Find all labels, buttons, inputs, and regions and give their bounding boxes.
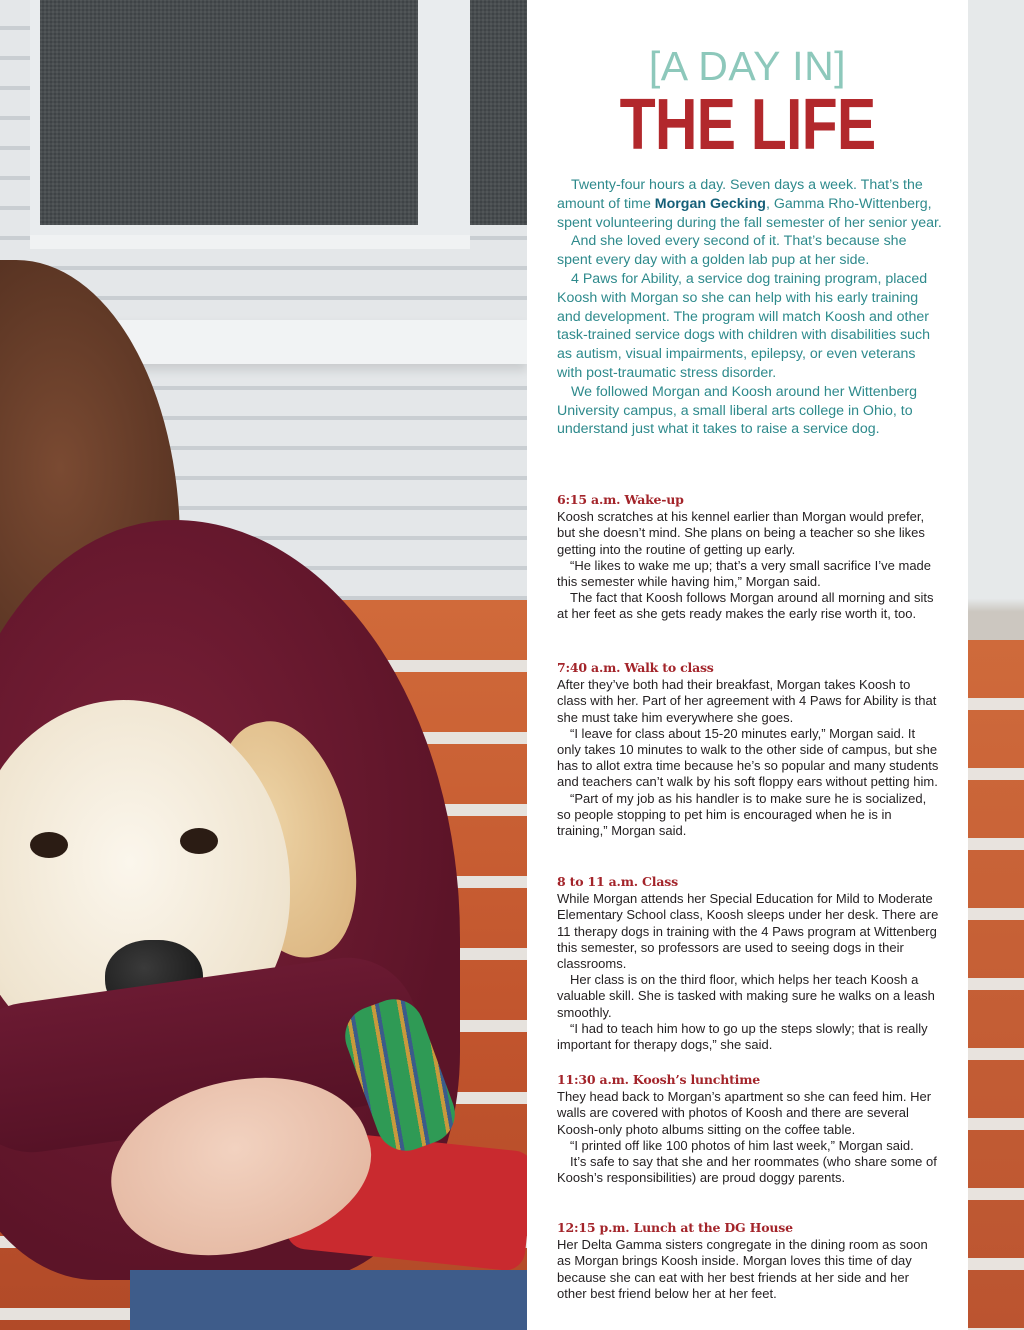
article-panel <box>527 0 968 1330</box>
section-paragraph: While Morgan attends her Special Education for Mild to Moderate Elementary School class, Koosh sleeps under her desk. There are 11 therapy dogs in training with the 4 Paws program at Wittenberg this semester, so professors are used to seeing dogs in their classrooms. <box>557 891 939 972</box>
section-paragraph: “Part of my job as his handler is to make sure he is socialized, so people stopping to pet him is encouraged when he is in training,” Morgan said. <box>557 790 927 839</box>
section-paragraph: “I had to teach him how to go up the steps slowly; that is really important for therapy dogs,” she said. <box>557 1020 928 1053</box>
section-paragraph: “He likes to wake me up; that’s a very small sacrifice I’ve made this semester while having him,” Morgan said. <box>557 557 932 590</box>
section-paragraph: “I leave for class about 15-20 minutes early,” Morgan said. It only takes 10 minutes to walk to the other side of campus, but she has to allot extra time because he’s so popular and many students and teachers can’t walk by his soft floppy ears without petting him. <box>557 725 939 790</box>
intro-paragraph: And she loved every second of it. That’s because she spent every day with a golden lab pup at her side. <box>557 233 907 269</box>
section-heading: 6:15 a.m. Wake-up <box>557 492 684 507</box>
intro-paragraph: We followed Morgan and Koosh around her Wittenberg University campus, a small liberal arts college in Ohio, to understand just what it takes to raise a service dog. <box>557 383 917 438</box>
intro-paragraph: Twenty-four hours a day. Seven days a week. That’s the amount of time Morgan Gecking, Gamma Rho-Wittenberg, spent volunteering during the fall semester of her senior year. <box>557 177 942 231</box>
puppy-eye <box>180 828 218 854</box>
headline: THE LIFE <box>619 85 876 165</box>
intro <box>557 176 942 439</box>
section-wake-up <box>557 492 942 623</box>
section-paragraph: Her Delta Gamma sisters congregate in the dining room as soon as Morgan brings Koosh inside. Morgan loves this time of day because she can eat with her best friends at her side and her other best friend below her at her feet. <box>557 1237 928 1301</box>
section-heading: 12:15 p.m. Lunch at the DG House <box>557 1220 793 1235</box>
section-class <box>557 874 942 1053</box>
section-paragraph: They head back to Morgan’s apartment so she can feed him. Her walls are covered with photos of Koosh and there are several Koosh-only photo albums sitting on the coffee table. <box>557 1089 932 1137</box>
subject-name: Morgan Gecking <box>654 195 766 212</box>
kicker: [A DAY IN] <box>648 43 847 89</box>
section-heading: 11:30 a.m. Koosh’s lunchtime <box>557 1072 760 1087</box>
section-walk-to-class <box>557 660 942 839</box>
section-paragraph: “I printed off like 100 photos of him last week,” Morgan said. <box>570 1137 914 1153</box>
window-pane <box>40 0 418 225</box>
section-paragraph: After they’ve both had their breakfast, Morgan takes Koosh to class with her. Part of her agreement with 4 Paws for Ability is that she must take him everywhere she goes. <box>557 677 937 725</box>
photo-edge-strip <box>968 0 1024 1330</box>
section-heading: 8 to 11 a.m. Class <box>557 874 678 889</box>
section-heading: 7:40 a.m. Walk to class <box>557 660 714 675</box>
section-koosh-lunchtime <box>557 1072 942 1186</box>
puppy-eye <box>30 832 68 858</box>
section-paragraph: It’s safe to say that she and her roommates (who share some of Koosh’s responsibilities) are proud doggy parents. <box>557 1154 937 1186</box>
jeans <box>130 1270 527 1330</box>
section-paragraph: Her class is on the third floor, which helps her teach Koosh a valuable skill. She is tasked with making sure he walks on a leash smoothly. <box>557 972 935 1020</box>
window <box>30 0 470 249</box>
brick-wall <box>968 640 1024 1330</box>
intro-paragraph: 4 Paws for Ability, a service dog training program, placed Koosh with Morgan so she can help with his early training and development. The program will match Koosh and other task-trained service dogs with children with disabilities such as autism, visual impairments, epilepsy, or even veterans with post-traumatic stress disorder. <box>557 270 930 381</box>
section-paragraph: Koosh scratches at his kennel earlier than Morgan would prefer, but she doesn’t mind. She plans on being a teacher so she likes getting into the routine of getting up early. <box>557 509 925 557</box>
section-paragraph: The fact that Koosh follows Morgan around all morning and sits at her feet as she gets ready makes the early rise worth it, too. <box>557 590 934 622</box>
section-lunch-dg-house <box>557 1220 942 1302</box>
window-pane <box>470 0 527 225</box>
